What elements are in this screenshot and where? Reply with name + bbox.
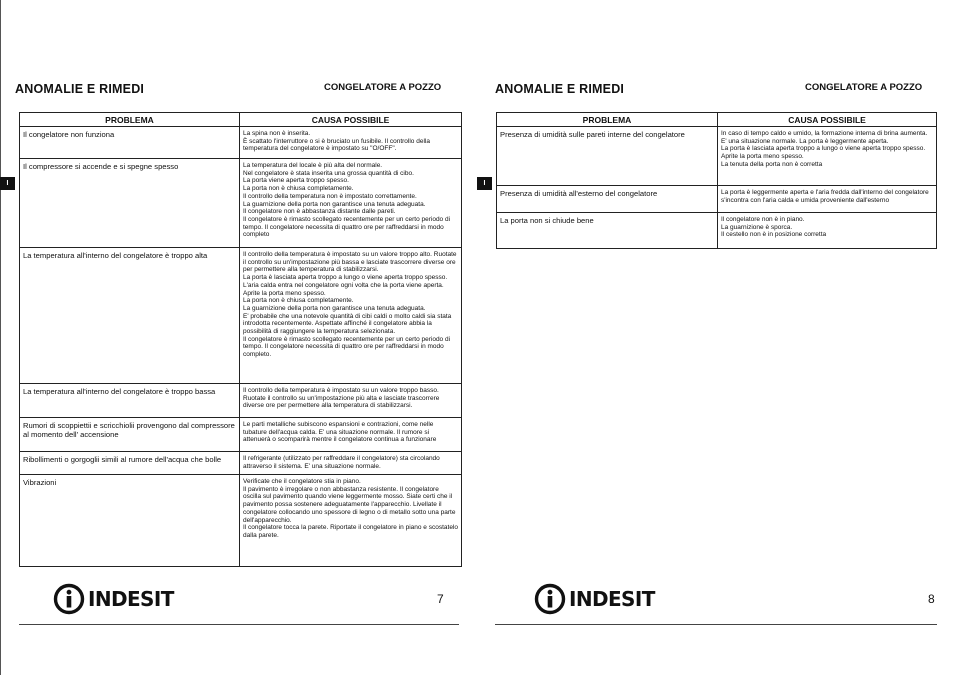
table-row [497, 127, 937, 186]
table-header-row [497, 113, 937, 127]
cause-cell: Le parti metalliche subiscono espansioni e contrazioni, come nelle tubature dell'acqua calda. E' una situazione normale. Il rumore si attenuerà o scomparirà mentre il congelatore continua a funzionare [240, 418, 462, 452]
table-row [20, 452, 462, 475]
table-row [20, 127, 462, 159]
problem-cell: Il compressore si accende e si spegne spesso [20, 159, 240, 248]
table-row [20, 248, 462, 384]
brand-name: INDESIT [88, 587, 174, 611]
problem-cell: Presenza di umidità sulle pareti interne del congelatore [497, 127, 718, 186]
cause-cell: Verificate che il congelatore stia in piano. Il pavimento è irregolare o non abbastanza resistente. Il congelatore oscilla sul pavimento quando viene leggermente mosso. Siate certi che il pavimento possa sostenere adeguatamente l'apparecchio. Livellate il congelatore collocando uno spessore di legno o di metallo sotto una parte dell'apparecchio. Il congelatore tocca la parete. Riportate il congelatore in piano e scostatelo dalla parete. [240, 475, 462, 567]
language-tab: I [477, 177, 492, 190]
table-row [497, 213, 937, 249]
manual-page-right [477, 0, 954, 675]
troubleshooting-table [19, 112, 462, 567]
cause-cell: La spina non è inserita. È scattato l'interruttore o si è bruciato un fusibile. Il controllo della temperatura del congelatore è impostato su "O/OFF". [240, 127, 462, 159]
page-title: ANOMALIE E RIMEDI [495, 82, 625, 96]
page-subtitle: CONGELATORE A POZZO [324, 82, 442, 93]
problem-cell: Il congelatore non funziona [20, 127, 240, 159]
cause-cell: Il controllo della temperatura è impostato su un valore troppo basso. Ruotate il controllo su un'impostazione più alta e lasciate trascorrere diverse ore per permettere alla temperatura di stabilizzarsi. [240, 384, 462, 418]
brand-logo [534, 583, 655, 615]
cause-cell: In caso di tempo caldo e umido, la formazione interna di brina aumenta. E' una situazione normale. La porta è leggermente aperta. La porta è lasciata aperta troppo a lungo o viene aperta troppo spesso. Aprite la porta meno spesso. La tenuta della porta non è corretta [718, 127, 937, 186]
troubleshooting-table [496, 112, 937, 249]
cause-cell: Il refrigerante (utilizzato per raffreddare il congelatore) sta circolando attraverso il sistema. E' una situazione normale. [240, 452, 462, 475]
problem-cell: Presenza di umidità all'esterno del congelatore [497, 186, 718, 213]
problem-cell: Vibrazioni [20, 475, 240, 567]
cause-cell: Il congelatore non è in piano. La guarnizione è sporca. Il cestello non è in posizione corretta [718, 213, 937, 249]
problem-cell: Rumori di scoppiettii e scricchiolii provengono dal compressore al momento dell' accensione [20, 418, 240, 452]
cause-cell: La temperatura del locale è più alta del normale. Nel congelatore è stata inserita una grossa quantità di cibo. La porta viene aperta troppo spesso. La porta non è chiusa completamente. Il controllo della temperatura non è impostato correttamente. La guarnizione della porta non garantisce una tenuta adeguata. Il congelatore non è abbastanza distante dalle pareti. Il congelatore è rimasto scollegato recentemente per un certo periodo di tempo. Il congelatore necessita di quattro ore per raffreddarsi in modo completo [240, 159, 462, 248]
brand-logo [53, 583, 174, 615]
table-row [20, 384, 462, 418]
table-row [20, 475, 462, 567]
brand-name: INDESIT [569, 587, 655, 611]
problem-column-header: PROBLEMA [20, 113, 240, 127]
cause-column-header: CAUSA POSSIBILE [718, 113, 937, 127]
table-row [20, 159, 462, 248]
table-header-row [20, 113, 462, 127]
page-number: 7 [437, 592, 444, 606]
problem-cell: La temperatura all'interno del congelatore è troppo bassa [20, 384, 240, 418]
problem-cell: La temperatura all'interno del congelatore è troppo alta [20, 248, 240, 384]
page-number: 8 [928, 592, 935, 606]
cause-cell: La porta è leggermente aperta e l'aria fredda dall'interno del congelatore s'incontra con l'aria calda e umida proveniente dall'esterno [718, 186, 937, 213]
page-title: ANOMALIE E RIMEDI [15, 82, 145, 96]
language-tab: I [0, 177, 15, 190]
cause-column-header: CAUSA POSSIBILE [240, 113, 462, 127]
cause-cell: Il controllo della temperatura è impostato su un valore troppo alto. Ruotate il controllo su un'impostazione più bassa e lasciate trascorrere diverse ore per permettere alla temperatura di stabilizzarsi. La porta è lasciata aperta troppo a lungo o viene aperta troppo spesso. L'aria calda entra nel congelatore ogni volta che la porta viene aperta. Aprite la porta meno spesso. La porta non è chiusa completamente. La guarnizione della porta non garantisce una tenuta adeguata. E' probabile che una notevole quantità di cibi caldi o molto caldi sia stata introdotta recentemente. Aspettate affinché il congelatore abbia la possibilità di raggiungere la temperatura selezionata. Il congelatore è rimasto scollegato recentemente per un certo periodo di tempo. Il congelatore necessita di quattro ore per raffreddarsi in modo completo. [240, 248, 462, 384]
footer-divider [495, 624, 937, 625]
table-row [497, 186, 937, 213]
problem-cell: Ribollimenti o gorgoglii simili al rumore dell'acqua che bolle [20, 452, 240, 475]
indesit-mark-icon [534, 583, 566, 615]
indesit-mark-icon [53, 583, 85, 615]
footer-divider [19, 624, 459, 625]
problem-cell: La porta non si chiude bene [497, 213, 718, 249]
problem-column-header: PROBLEMA [497, 113, 718, 127]
table-row [20, 418, 462, 452]
page-subtitle: CONGELATORE A POZZO [805, 82, 923, 93]
